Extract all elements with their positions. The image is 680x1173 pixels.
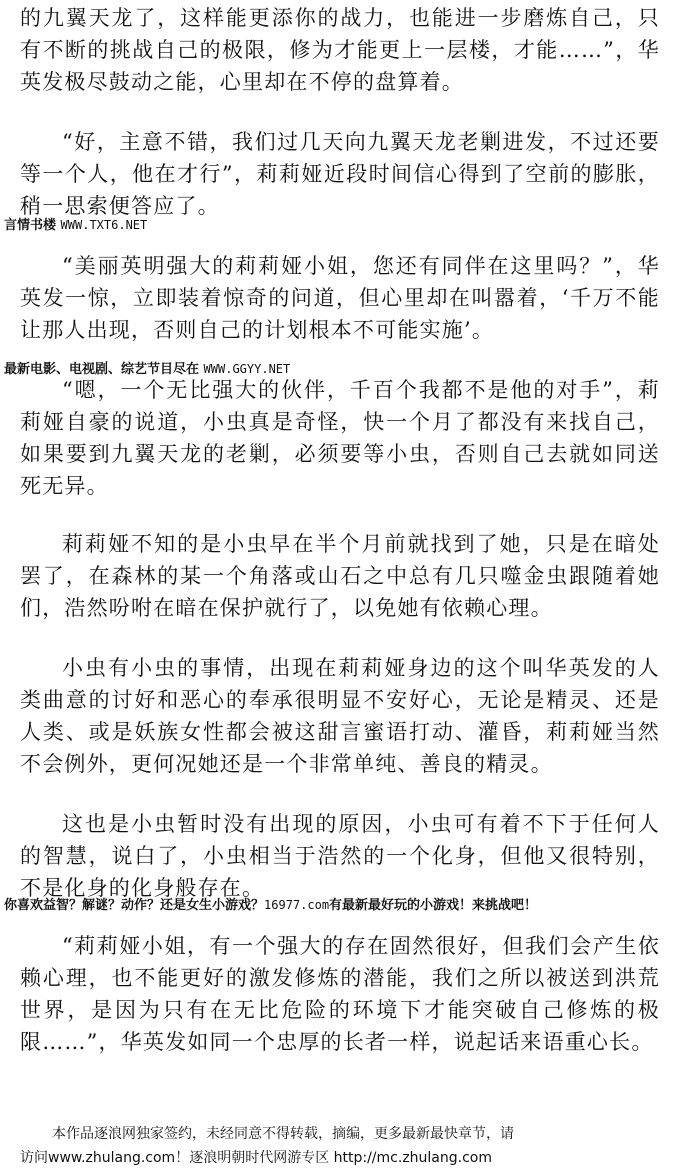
footer-line-2[interactable]: 访问www.zhulang.com！逐浪明朝时代网游专区 http://mc.zhulang.com [20, 1150, 492, 1166]
paragraph-7: 这也是小虫暂时没有出现的原因，小虫可有着不下于任何人的智慧，说白了，小虫相当于浩然的一个化身，但他又很特别，不是化身的化身般存在。 [20, 812, 660, 900]
ad-suffix: 有最新最好玩的小游戏！来挑战吧！ [329, 898, 538, 913]
paragraph-5: 莉莉娅不知的是小虫早在半个月前就找到了她，只是在暗处罢了，在森林的某一个角落或山石之中总有几只噬金虫跟随着她们，浩然吩咐在暗在保护就行了，以免她有依赖心理。 [20, 532, 660, 620]
copyright-footer [0, 1122, 680, 1170]
paragraph-1: 的九翼天龙了，这样能更添你的战力，也能进一步磨炼自己，只有不断的挑战自己的极限，修为才能更上一层楼，才能……”，华英发极尽鼓动之能，心里却在不停的盘算着。 [20, 6, 660, 94]
ad-banner-16977[interactable] [4, 896, 537, 915]
ad-url[interactable]: 16977.com [264, 898, 330, 912]
ad-label: 最新电影、电视剧、综艺节目尽在 [4, 362, 200, 377]
ad-url[interactable]: WWW.GGYY.NET [203, 362, 291, 376]
ad-label: 言情书楼 [4, 218, 57, 233]
footer-line-1: 本作品逐浪网独家签约，未经同意不得转载，摘编，更多最新最快章节，请 [52, 1126, 514, 1142]
paragraph-8: “莉莉娅小姐，有一个强大的存在固然很好，但我们会产生依赖心理，也不能更好的激发修炼的潜能，我们之所以被送到洪荒世界，是因为只有在无比危险的环境下才能突破自己修炼的极限……”，华英发如同一个忠厚的长者一样，说起话来语重心长。 [20, 934, 660, 1054]
ad-banner-txt6[interactable] [4, 216, 147, 235]
paragraph-4: “嗯，一个无比强大的伙伴，千百个我都不是他的对手”，莉莉娅自豪的说道，小虫真是奇怪，快一个月了都没有来找自己，如果要到九翼天龙的老剿，必须要等小虫，否则自己去就如同送死无异。 [20, 378, 660, 498]
paragraph-2: “好，主意不错，我们过几天向九翼天龙老剿进发，不过还要等一个人，他在才行”，莉莉娅近段时间信心得到了空前的膨胀，稍一思索便答应了。 [20, 130, 660, 218]
paragraph-3: “美丽英明强大的莉莉娅小姐，您还有同伴在这里吗？”，华英发一惊，立即装着惊奇的问道，但心里却在叫嚣着，‘千万不能让那人出现，否则自己的计划根本不可能实施’。 [20, 254, 660, 342]
ad-url[interactable]: WWW.TXT6.NET [60, 218, 148, 232]
ad-label: 你喜欢益智？解谜？动作？还是女生小游戏？ [4, 898, 265, 913]
paragraph-6: 小虫有小虫的事情，出现在莉莉娅身边的这个叫华英发的人类曲意的讨好和恶心的奉承很明显不安好心，无论是精灵、还是人类、或是妖族女性都会被这甜言蜜语打动、灌昏，莉莉娅当然不会例外，更何况她还是一个非常单纯、善良的精灵。 [20, 656, 660, 776]
